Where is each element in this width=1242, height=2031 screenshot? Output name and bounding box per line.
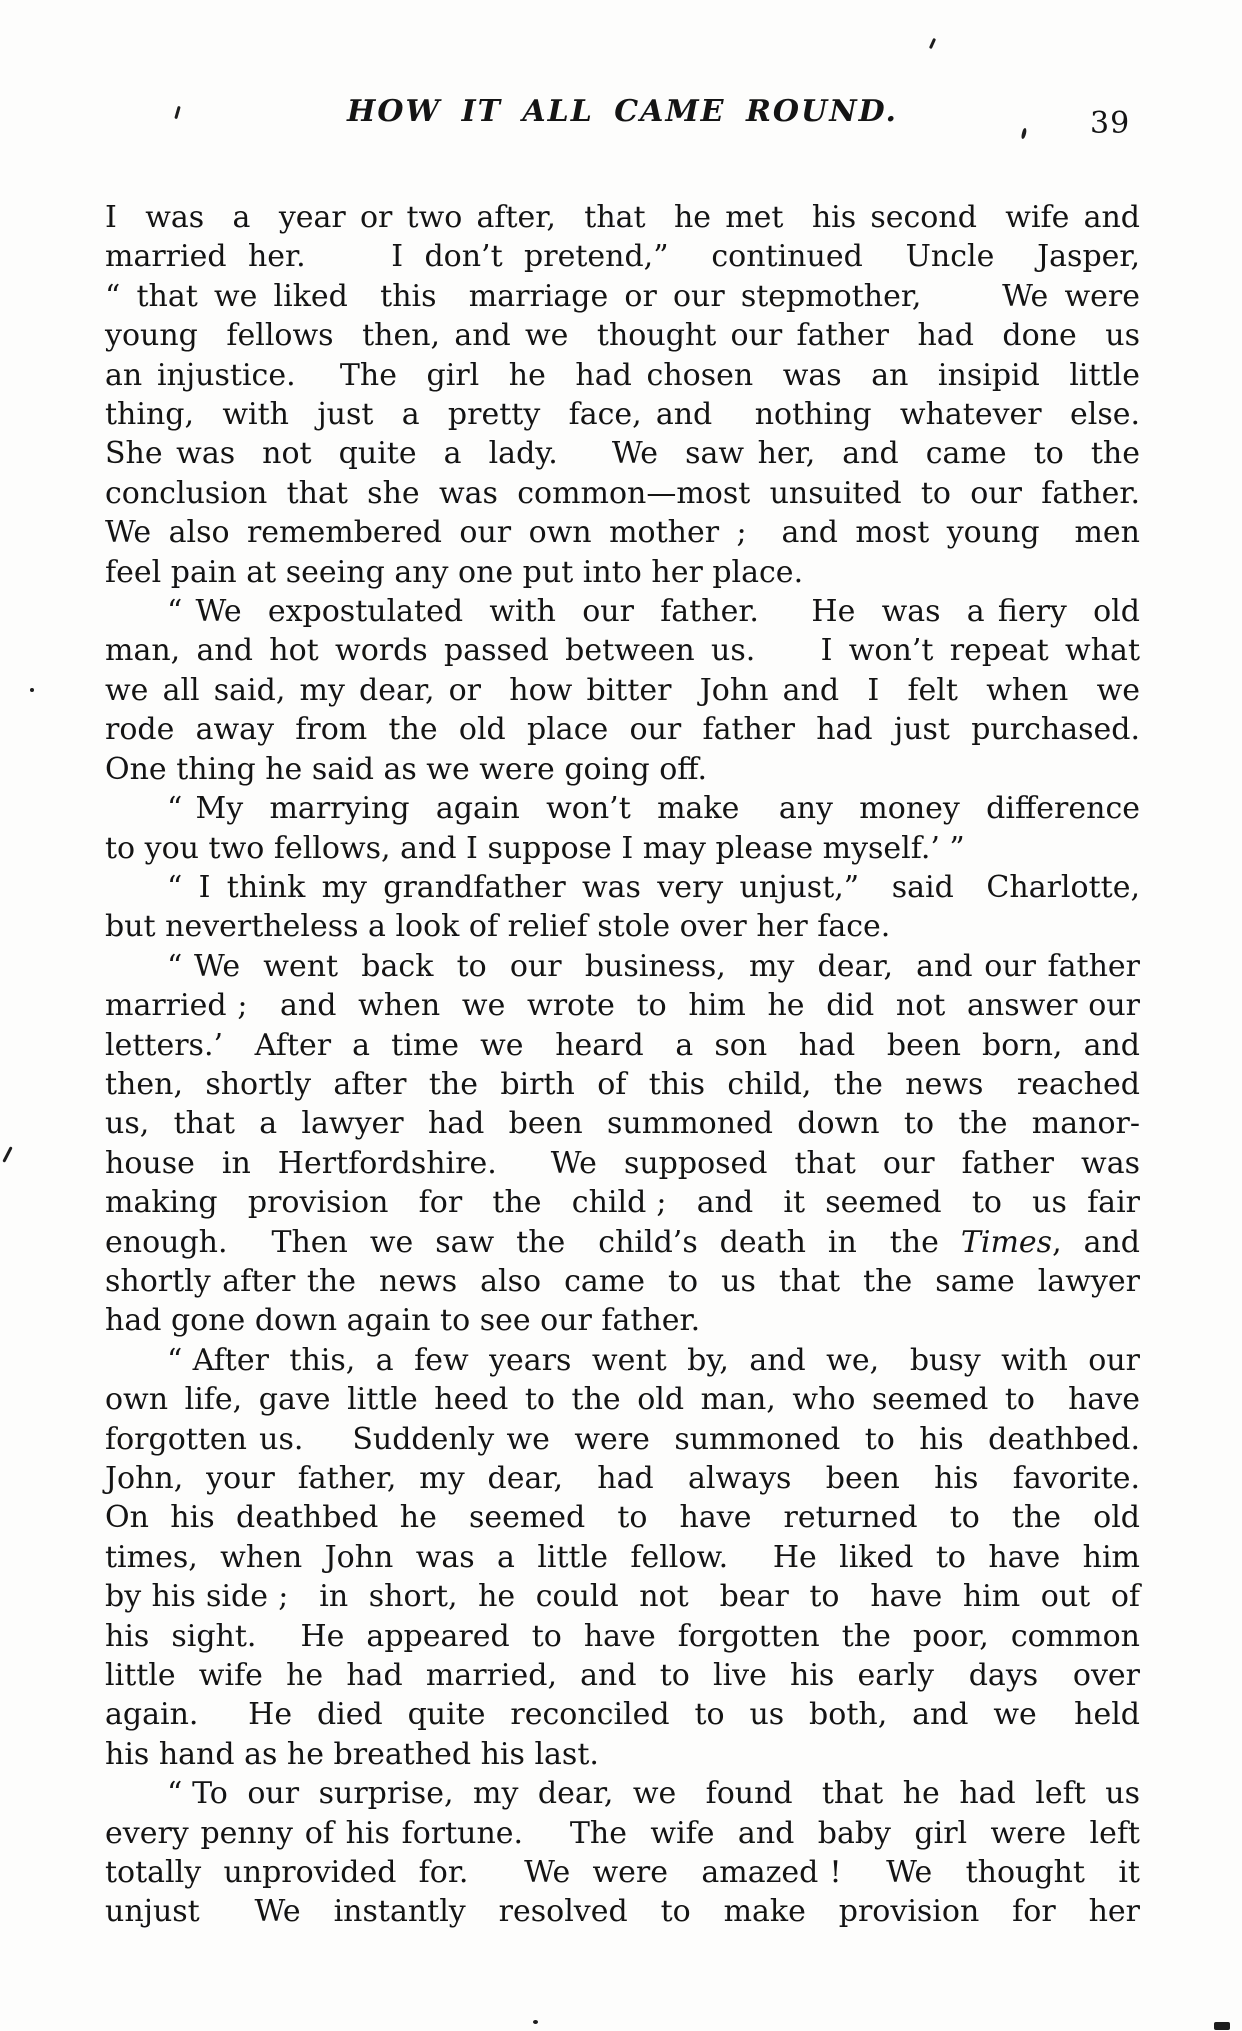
text-line: then, shortly after the birth of this child, the news reached (105, 1066, 1140, 1102)
text-line: feel pain at seeing any one put into her place. (105, 554, 804, 590)
text-line: own life, gave little heed to the old man, who seemed to have (105, 1382, 1140, 1418)
page-number: 39 (1090, 106, 1131, 141)
text-line: us, that a lawyer had been summoned down to the manor- (105, 1106, 1140, 1142)
text-line: “ I think my grandfather was very unjust,” said Charlotte, (167, 869, 1140, 905)
text-line: an injustice. The girl he had chosen was an insipid little (105, 357, 1140, 393)
text-line: again. He died quite reconciled to us both, and we held (105, 1697, 1140, 1733)
text-line: “ We went back to our business, my dear, and our father (167, 948, 1140, 984)
text-line: his sight. He appeared to have forgotten the poor, common (105, 1618, 1140, 1654)
text-line: but nevertheless a look of relief stole over her face. (105, 909, 891, 945)
text-line (105, 1223, 1140, 1262)
text-segment: , and (1052, 1224, 1140, 1260)
text-line: conclusion that she was common—most unsuited to our father. (105, 475, 1140, 511)
ink-speck (2, 1146, 12, 1163)
ink-speck (929, 38, 936, 49)
text-line: John, your father, my dear, had always been his favorite. (105, 1461, 1140, 1496)
text-line: shortly after the news also came to us that the same lawyer (105, 1263, 1140, 1299)
text-segment: enough. Then we saw the child’s death in the (105, 1224, 961, 1260)
ink-speck (533, 2020, 538, 2024)
text-line: times, when John was a little fellow. He liked to have him (105, 1539, 1140, 1575)
text-line: rode away from the old place our father had just purchased. (105, 712, 1140, 748)
text-line: We also remembered our own mother ; and most young men (105, 515, 1140, 551)
text-line: his hand as he breathed his last. (105, 1736, 599, 1772)
text-line: I was a year or two after, that he met his second wife and (105, 200, 1140, 235)
text-line: every penny of his fortune. The wife and baby girl were left (105, 1815, 1140, 1851)
running-head-title: HOW IT ALL CAME ROUND. (346, 94, 899, 129)
text-line: little wife he had married, and to live his early days over (105, 1658, 1140, 1694)
text-line: totally unprovided for. We were amazed ! We thought it (105, 1855, 1140, 1891)
text-line: married ; and when we wrote to him he did not answer our (105, 988, 1140, 1024)
text-line: we all said, my dear, or how bitter John and I felt when we (105, 672, 1140, 708)
ink-speck (1214, 2022, 1230, 2030)
text-line: “ We expostulated with our father. He was a fiery old (167, 594, 1140, 630)
text-line: thing, with just a pretty face, and nothing whatever else. (105, 397, 1140, 433)
text-line: had gone down again to see our father. (105, 1303, 701, 1339)
ink-speck (30, 688, 34, 692)
text-line: young fellows then, and we thought our father had done us (105, 318, 1140, 354)
text-line: married her. I don’t pretend,” continued Uncle Jasper, (105, 239, 1140, 275)
text-line: by his side ; in short, he could not bear to have him out of (105, 1579, 1140, 1615)
text-line: house in Hertfordshire. We supposed that our father was (105, 1145, 1140, 1181)
text-line: making provision for the child ; and it seemed to us fair (105, 1185, 1140, 1221)
text-block (105, 198, 1140, 1932)
text-line: “ To our surprise, my dear, we found that he had left us (167, 1776, 1140, 1812)
ink-speck (1021, 128, 1027, 140)
text-line: letters.’ After a time we heard a son had been born, and (105, 1027, 1140, 1063)
text-line: forgotten us. Suddenly we were summoned to his deathbed. (105, 1421, 1140, 1457)
text-line: On his deathbed he seemed to have returned to the old (105, 1500, 1140, 1536)
text-line: “ After this, a few years went by, and we, busy with our (167, 1342, 1140, 1378)
text-line: One thing he said as we were going off. (105, 751, 708, 787)
text-line: “ My marrying again won’t make any money difference (167, 791, 1140, 827)
text-line: man, and hot words passed between us. I won’t repeat what (105, 633, 1140, 669)
italic-word: Times (960, 1224, 1053, 1260)
text-line: to you two fellows, and I suppose I may please myself.’ ” (105, 830, 965, 866)
text-line: unjust We instantly resolved to make provision for her (105, 1894, 1140, 1930)
text-line: She was not quite a lady. We saw her, and came to the (105, 436, 1140, 472)
text-line: “ that we liked this marriage or our stepmother, We were (105, 278, 1140, 314)
